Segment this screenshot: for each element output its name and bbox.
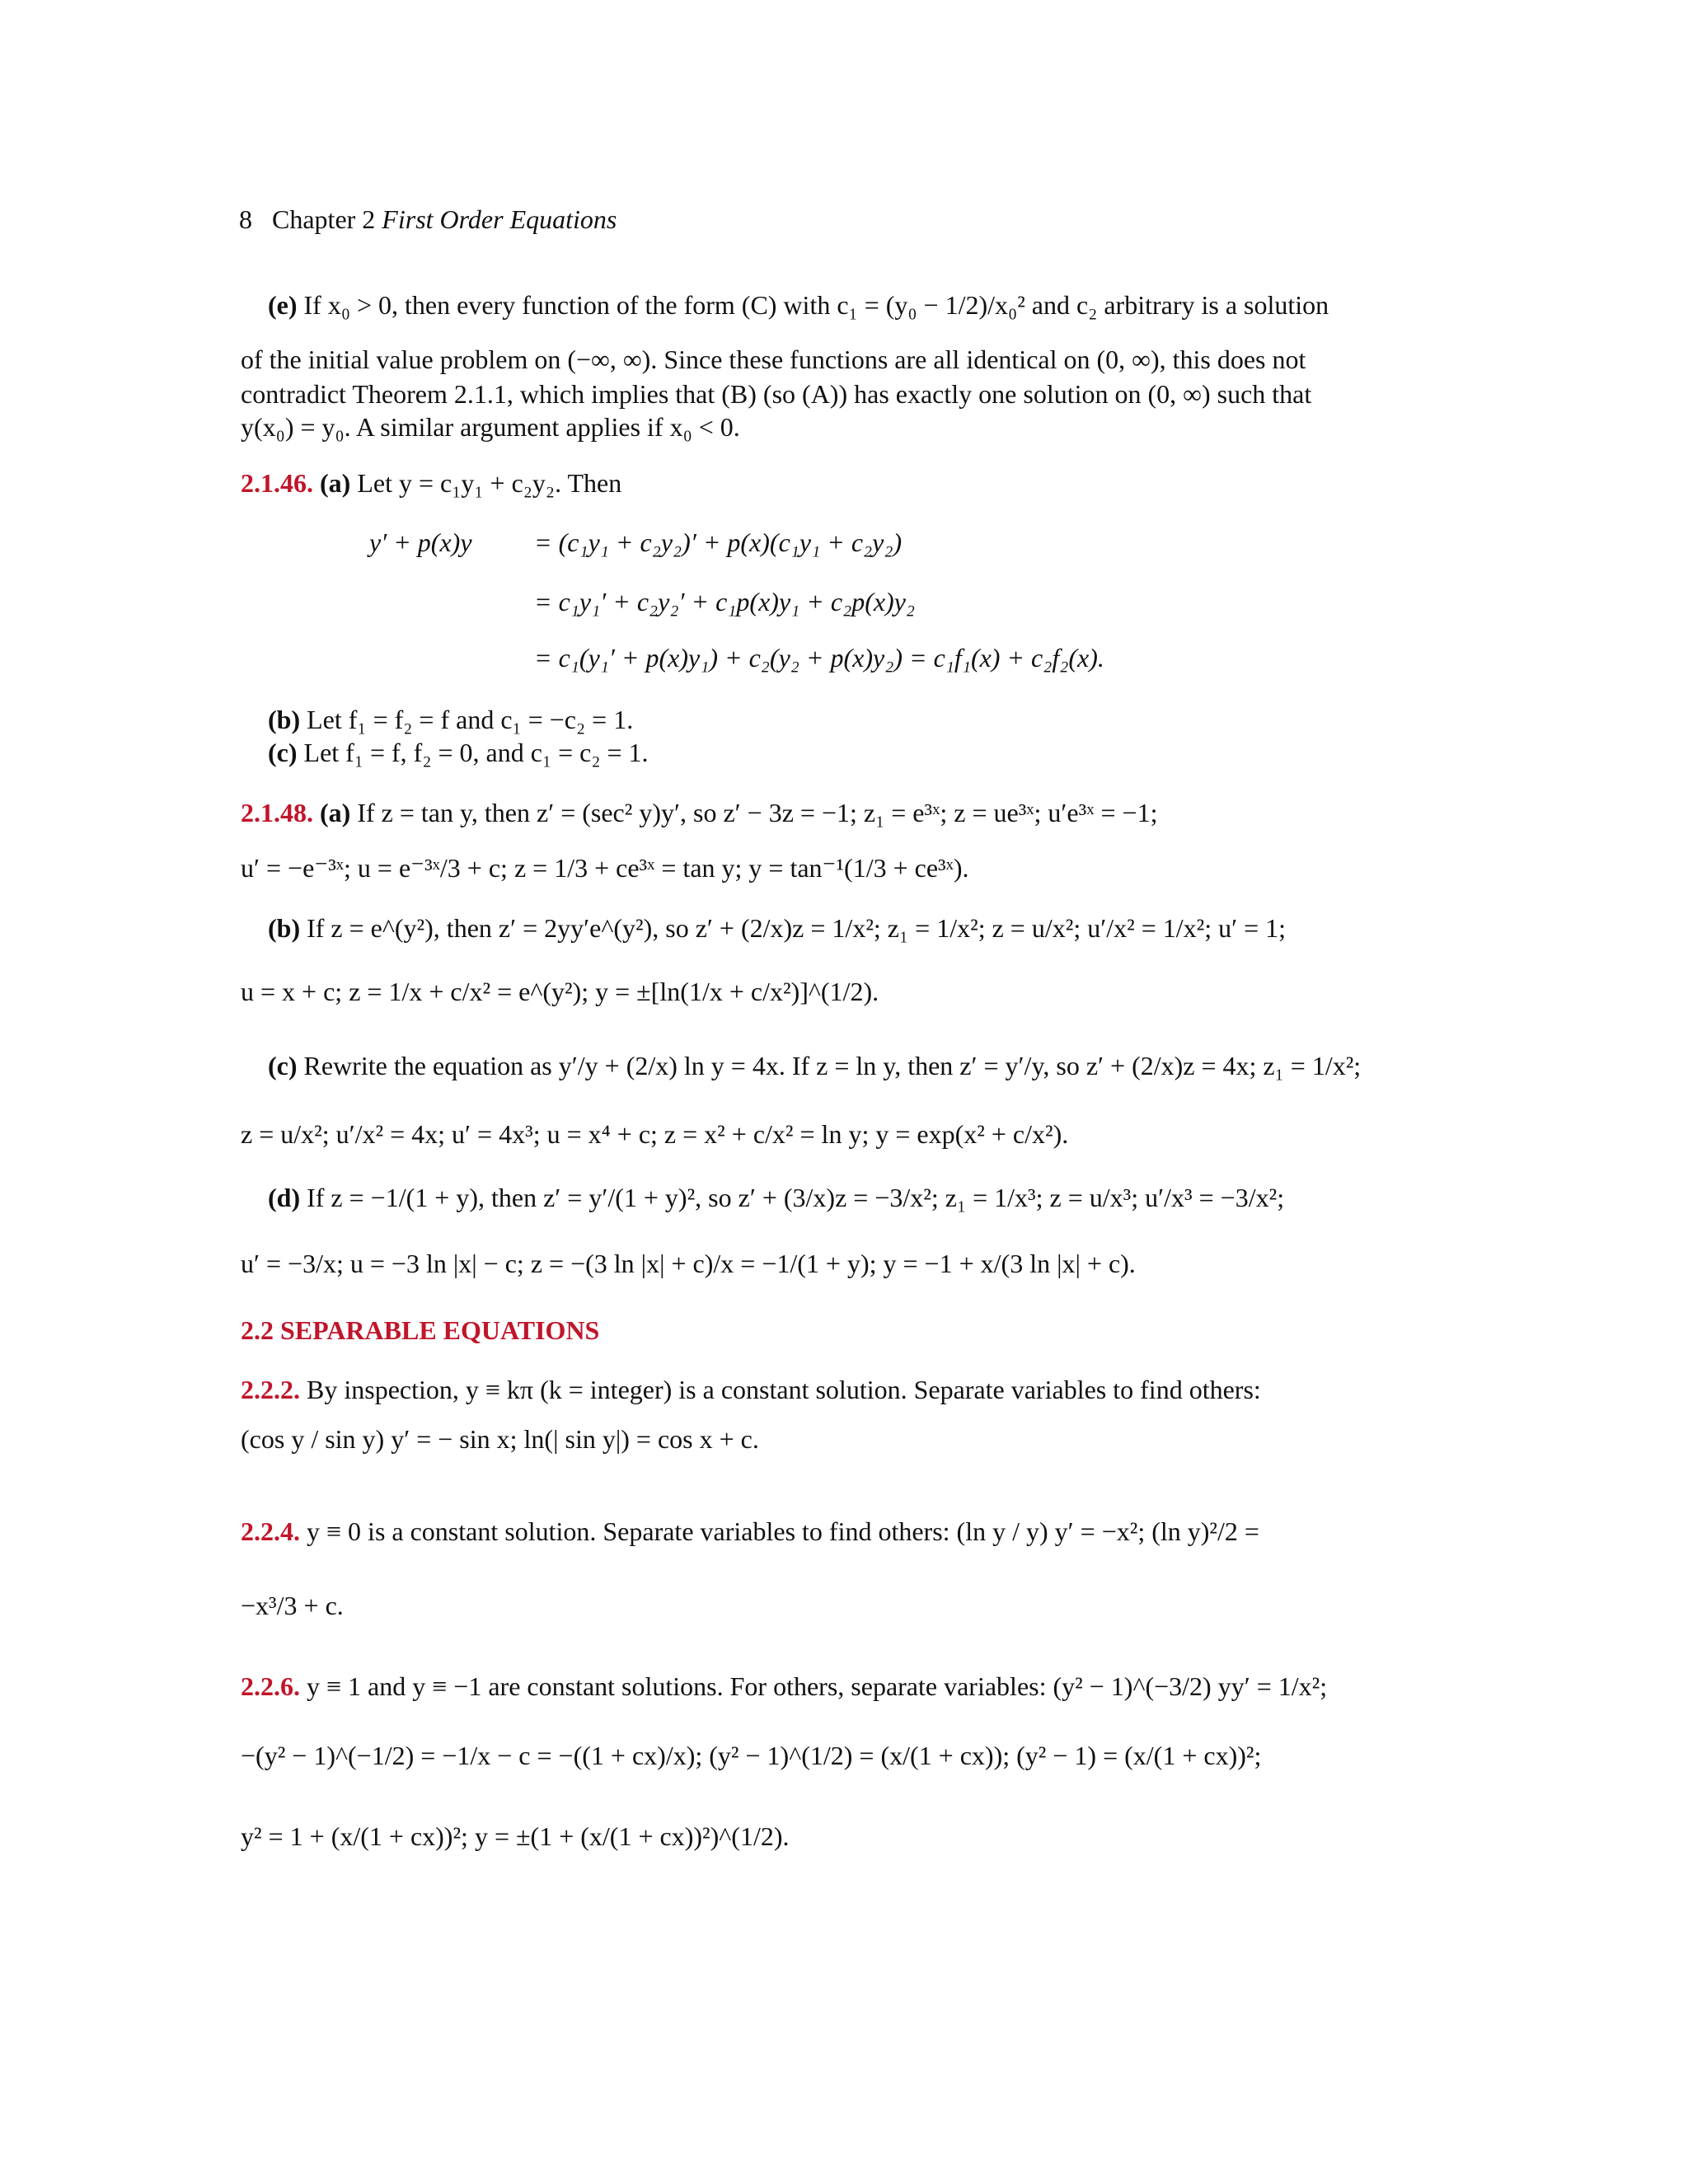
text: If z = −1/(1 + y), then z′ = y′/(1 + y)², so z′ + (3/x)z = −3/x²; z₁ = 1/x³; z = u/x³; u′/x³ = −3/x²;	[307, 1183, 1285, 1212]
exercise-2-1-48-a-line2: u′ = −e⁻³ˣ; u = e⁻³ˣ/3 + c; z = 1/3 + ce³ˣ = tan y; y = tan⁻¹(1/3 + ce³ˣ).	[241, 853, 969, 883]
equation-row-1: = (c₁y₁ + c₂y₂)′ + p(x)(c₁y₁ + c₂y₂)	[534, 527, 903, 557]
part-label: (a)	[320, 798, 351, 827]
exercise-2-2-2-line2: (cos y / sin y) y′ = − sin x; ln(| sin y|) = cos x + c.	[241, 1424, 759, 1454]
exercise-2-1-46-intro	[241, 468, 621, 499]
part-label: (c)	[268, 1051, 298, 1080]
text: If z = e^(y²), then z′ = 2yy′e^(y²), so z′ + (2/x)z = 1/x²; z₁ = 1/x²; z = u/x²; u′/x² = 1/x²; u′ = 1;	[307, 913, 1287, 943]
exercise-2-2-4-line1	[241, 1516, 1259, 1547]
part-label: (d)	[268, 1183, 301, 1212]
para-e-line1	[268, 290, 1329, 321]
page-header	[239, 204, 617, 235]
chapter-label: Chapter 2	[272, 204, 376, 234]
exercise-number: 2.1.46.	[241, 468, 313, 498]
exercise-2-1-48-c-line2: z = u/x²; u′/x² = 4x; u′ = 4x³; u = x⁴ + c; z = x² + c/x² = ln y; y = exp(x² + c/x²).	[241, 1119, 1069, 1149]
part-label: (b)	[268, 913, 301, 943]
text: If x₀ > 0, then every function of the form (C) with c₁ = (y₀ − 1/2)/x₀² and c₂ arbitrary is a solution	[303, 290, 1329, 320]
text: Let y = c₁y₁ + c₂y₂. Then	[357, 468, 622, 498]
exercise-number: 2.1.48.	[241, 798, 313, 827]
exercise-number: 2.2.4.	[241, 1516, 300, 1546]
exercise-2-1-48-b-line2: u = x + c; z = 1/x + c/x² = e^(y²); y = ±[ln(1/x + c/x²)]^(1/2).	[241, 977, 879, 1006]
part-label: (e)	[268, 290, 298, 320]
equation-lhs: y′ + p(x)y	[369, 527, 472, 557]
text: If z = tan y, then z′ = (sec² y)y′, so z′ − 3z = −1; z₁ = e³ˣ; z = ue³ˣ; u′e³ˣ = −1;	[357, 798, 1158, 827]
text: Let f₁ = f, f₂ = 0, and c₁ = c₂ = 1.	[303, 738, 649, 767]
exercise-2-1-48-d-line1	[268, 1183, 1284, 1213]
exercise-2-1-48-a-line1	[241, 798, 1157, 828]
equation-row-3: = c₁(y₁′ + p(x)y₁) + c₂(y₂ + p(x)y₂) = c₁f₁(x) + c₂f₂(x).	[534, 643, 1104, 673]
part-c	[268, 738, 649, 768]
exercise-2-2-6-line1	[241, 1671, 1327, 1702]
exercise-2-2-4-line2: −x³/3 + c.	[241, 1591, 344, 1620]
text: Rewrite the equation as y′/y + (2/x) ln y = 4x. If z = ln y, then z′ = y′/y, so z′ + (2/x)z = 4x; z₁ = 1/x²;	[303, 1051, 1362, 1080]
exercise-2-2-6-line2: −(y² − 1)^(−1/2) = −1/x − c = −((1 + cx)/x); (y² − 1)^(1/2) = (x/(1 + cx)); (y² − 1) = (x/(1 + cx))²;	[241, 1741, 1262, 1770]
exercise-2-2-2-line1	[241, 1375, 1261, 1405]
exercise-number: 2.2.6.	[241, 1671, 300, 1701]
exercise-2-1-48-d-line2: u′ = −3/x; u = −3 ln |x| − c; z = −(3 ln |x| + c)/x = −1/(1 + y); y = −1 + x/(3 ln |x| + c).	[241, 1249, 1136, 1278]
exercise-2-1-48-b-line1	[268, 913, 1286, 944]
exercise-2-2-6-line3: y² = 1 + (x/(1 + cx))²; y = ±(1 + (x/(1 + cx))²)^(1/2).	[241, 1821, 790, 1851]
text: Let f₁ = f₂ = f and c₁ = −c₂ = 1.	[307, 705, 634, 734]
chapter-title: First Order Equations	[382, 204, 617, 234]
part-label: (b)	[268, 705, 301, 734]
exercise-number: 2.2.2.	[241, 1375, 300, 1404]
part-label: (a)	[320, 468, 351, 498]
part-label: (c)	[268, 738, 298, 767]
equation-row-2: = c₁y₁′ + c₂y₂′ + c₁p(x)y₁ + c₂p(x)y₂	[534, 587, 916, 616]
text: y ≡ 0 is a constant solution. Separate variables to find others: (ln y / y) y′ = −x²; (ln y)²/2 =	[307, 1516, 1259, 1546]
part-b	[268, 705, 633, 735]
section-heading: 2.2 SEPARABLE EQUATIONS	[241, 1315, 600, 1345]
para-e-line4: y(x₀) = y₀. A similar argument applies if x₀ < 0.	[241, 412, 740, 442]
page-number: 8	[239, 204, 252, 234]
exercise-2-1-48-c-line1	[268, 1051, 1361, 1081]
text: y ≡ 1 and y ≡ −1 are constant solutions. For others, separate variables: (y² − 1)^(−3/2) yy′ = 1/x²;	[307, 1671, 1328, 1701]
text: By inspection, y ≡ kπ (k = integer) is a constant solution. Separate variables to find others:	[307, 1375, 1261, 1404]
para-e-line3: contradict Theorem 2.1.1, which implies that (B) (so (A)) has exactly one solution on (0, ∞) such that	[241, 379, 1312, 409]
para-e-line2: of the initial value problem on (−∞, ∞). Since these functions are all identical on (0, ∞), this does not	[241, 344, 1306, 374]
